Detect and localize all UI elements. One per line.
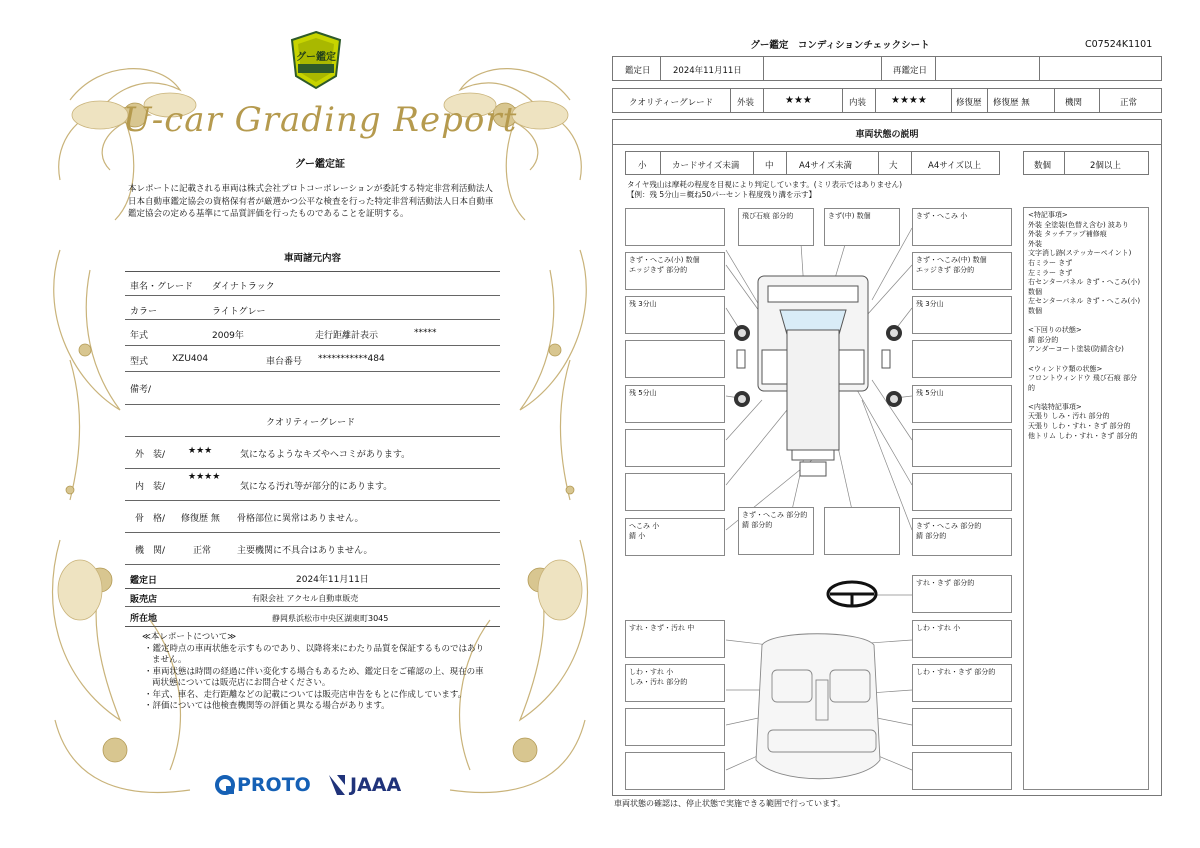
address-value: 静岡県浜松市中央区湖東町3045	[272, 614, 389, 623]
count-value: 2個以上	[1090, 161, 1121, 171]
notes-line: <特記事項>	[1028, 211, 1068, 219]
note-item: ・年式、車名、走行距離などの記載については販売店申告をもとに作成しています。	[144, 689, 467, 700]
spec-title: 車両諸元内容	[283, 253, 341, 264]
mileage-value: *****	[414, 328, 437, 338]
damage-box	[625, 340, 725, 378]
interior-box: しわ・すれ・きず 部分的	[912, 664, 1012, 702]
repair-label: 修復歴	[956, 98, 982, 108]
damage-box: きず・へこみ 部分的 錆 部分的	[738, 507, 814, 555]
engine-value: 正常	[193, 546, 212, 556]
legend-small: 小	[638, 161, 647, 171]
header-date-row	[612, 56, 1162, 81]
notes-line: <ウィンドウ類の状態>	[1028, 364, 1103, 373]
model-label: 型式	[130, 357, 149, 367]
certificate-heading: グー鑑定証	[295, 159, 345, 170]
frame-desc: 骨格部位に異常はありません。	[237, 514, 364, 524]
address-label: 所在地	[130, 614, 158, 624]
damage-box	[625, 473, 725, 511]
damage-box	[912, 473, 1012, 511]
notes-line: 右センターパネル きず・へこみ(小) 数個	[1028, 278, 1141, 296]
notes-line: <内装特記事項>	[1028, 402, 1082, 411]
proto-mark-icon	[214, 774, 236, 796]
quality-label: クオリティーグレード	[629, 98, 714, 108]
ext-value: ★★★	[785, 95, 812, 106]
color-value: ライトグレー	[212, 307, 266, 317]
interior-label: 内 装/	[135, 482, 166, 492]
tire-example: 【例：残 5分山＝概ね50パーセント程度残り溝を示す】	[627, 190, 817, 199]
interior-box: しわ・すれ 小 しみ・汚れ 部分的	[625, 664, 725, 702]
notes-line: 他トリム しわ・すれ・きず 部分的	[1028, 431, 1138, 440]
legend-mid-desc: A4サイズ未満	[799, 161, 853, 171]
header-quality-row	[612, 88, 1162, 113]
name-value: ダイナトラック	[212, 282, 275, 292]
notes-line: 錆 部分的	[1028, 335, 1059, 344]
frame-label: 骨 格/	[135, 514, 166, 524]
tire-box: 残 3分山	[625, 296, 725, 334]
year-value: 2009年	[212, 331, 244, 341]
engine-label: 機関	[1065, 98, 1083, 108]
notes-line: 左ミラー きず	[1028, 268, 1073, 277]
damage-box	[625, 208, 725, 246]
damage-box: きず・へこみ(中) 数個 エッジきず 部分的	[912, 252, 1012, 290]
ext-label: 外装	[737, 98, 755, 108]
year-label: 年式	[130, 331, 149, 341]
jaaa-logo: JAAA	[327, 772, 401, 798]
tire-box: 残 5分山	[625, 385, 725, 423]
interior-box: しわ・すれ 小	[912, 620, 1012, 658]
legend-large: 大	[889, 161, 898, 171]
date-label: 鑑定日	[625, 66, 651, 76]
interior-box	[912, 752, 1012, 790]
sheet-title: グー鑑定 コンディションチェックシート	[750, 40, 930, 51]
mileage-label: 走行距離計表示	[315, 331, 379, 341]
notes-line: 外装 全塗装(色替え含む) 波あり	[1028, 220, 1129, 229]
size-legend	[625, 151, 1000, 175]
damage-box: きず(中) 数個	[824, 208, 900, 246]
note-item: ・車両状態は時間の経過に伴い変化する場合もあるため、鑑定日をご確認の上、現在の車両状態については販売店にお問合せください。	[144, 666, 484, 688]
notes-line: 外装	[1028, 239, 1042, 248]
sheet-footer: 車両状態の確認は、停止状態で実施できる範囲で行っています。	[614, 799, 846, 808]
damage-box: きず・へこみ 小	[912, 208, 1012, 246]
notes-title: ≪本レポートについて≫	[142, 632, 237, 642]
goo-badge	[288, 30, 344, 90]
notes-line: 外装 タッチアップ補修痕	[1028, 230, 1107, 239]
model-value: XZU404	[172, 354, 209, 364]
date-value: 2024年11月11日	[673, 66, 742, 76]
count-legend	[1023, 151, 1149, 175]
sheet-doc-id: C07524K1101	[1085, 39, 1153, 50]
frame-value: 修復歴 無	[181, 514, 220, 524]
engine-label: 機 関/	[135, 546, 166, 556]
notes-line	[1028, 355, 1144, 365]
color-label: カラー	[130, 307, 158, 317]
damage-box	[625, 429, 725, 467]
reinspect-label: 再鑑定日	[893, 66, 928, 76]
repair-value: 修復歴 無	[993, 98, 1030, 108]
interior-box	[625, 752, 725, 790]
notes-line: アンダーコート塗装(防錆含む)	[1028, 345, 1124, 354]
badge-label: グー鑑定	[296, 52, 336, 63]
damage-box	[912, 340, 1012, 378]
dealer-label: 販売店	[130, 595, 158, 605]
notes-line: 天張り しわ・すれ・きず 部分的	[1028, 422, 1131, 431]
exterior-desc: 気になるようなキズやヘコミがあります。	[240, 450, 411, 460]
int-label: 内装	[849, 98, 867, 108]
quality-title: クオリティーグレード	[266, 418, 356, 428]
notes-line: フロントウィンドウ 飛び石痕 部分的	[1028, 374, 1138, 392]
note-item: ・鑑定時点の車両状態を示すものであり、以降将来にわたり品質を保証するものではありません。	[144, 643, 485, 665]
proto-logo: PROTO	[214, 772, 311, 798]
tire-note: タイヤ残山は摩耗の程度を目視により判定しています。(ミリ表示ではありません)	[627, 180, 903, 189]
notes-line: 文字消し跡(ステッカーペイント)	[1028, 249, 1132, 258]
interior-box	[912, 708, 1012, 746]
report-notes	[142, 632, 487, 713]
damage-box: 飛び石痕 部分的	[738, 208, 814, 246]
steering-wheel-icon	[828, 582, 876, 606]
legend-small-desc: カードサイズ未満	[672, 161, 740, 171]
chassis-label: 車台番号	[266, 357, 303, 367]
damage-box: きず・へこみ 部分的 錆 部分的	[912, 518, 1012, 556]
damage-box: へこみ 小 錆 小	[625, 518, 725, 556]
special-notes-panel	[1023, 207, 1149, 790]
exterior-label: 外 装/	[135, 450, 166, 460]
interior-stars: ★★★★	[188, 472, 221, 482]
jaaa-mark-icon	[327, 773, 347, 797]
exterior-stars: ★★★	[188, 446, 213, 456]
certificate-intro: 本レポートに記載される車両は株式会社プロトコーポレーションが委託する特定非営利活動法人日本自動車鑑定協会の資格保有者が厳選かつ公平な検査を行った特定非営利活動法人日本自動車鑑定協会の定める基準にて品質評価を行ったものであることを証明する。	[128, 184, 494, 219]
engine-value: 正常	[1120, 98, 1138, 108]
name-label: 車名・グレード	[130, 282, 194, 292]
interior-box	[625, 708, 725, 746]
int-value: ★★★★	[891, 95, 927, 106]
count-label: 数個	[1034, 161, 1052, 171]
damage-box: きず・へこみ(小) 数個 エッジきず 部分的	[625, 252, 725, 290]
damage-box	[912, 429, 1012, 467]
notes-line	[1028, 393, 1144, 403]
chassis-value: ***********484	[318, 354, 385, 364]
notes-line: 左センターパネル きず・へこみ(小) 数個	[1028, 297, 1141, 315]
legend-mid: 中	[765, 161, 774, 171]
notes-line: <下回りの状態>	[1028, 326, 1082, 335]
note-item: ・評価については他検査機関等の評価と異なる場合があります。	[144, 701, 390, 711]
engine-desc: 主要機関に不具合はありません。	[237, 546, 373, 556]
notes-line: 天張り しみ・汚れ 部分的	[1028, 412, 1110, 421]
interior-box: すれ・きず・汚れ 中	[625, 620, 725, 658]
notes-line	[1028, 317, 1144, 327]
legend-large-desc: A4サイズ以上	[928, 161, 982, 171]
date-value: 2024年11月11日	[296, 575, 369, 585]
dealer-value: 有限会社 アクセル自動車販売	[252, 594, 359, 603]
date-label: 鑑定日	[130, 576, 158, 586]
damage-box	[824, 507, 900, 555]
status-title: 車両状態の説明	[855, 130, 919, 140]
interior-desc: 気になる汚れ等が部分的にあります。	[240, 482, 393, 492]
script-title: U-car Grading Report	[122, 100, 518, 140]
interior-box: すれ・きず 部分的	[912, 575, 1012, 613]
tire-box: 残 3分山	[912, 296, 1012, 334]
tire-box: 残 5分山	[912, 385, 1012, 423]
remarks-label: 備考/	[130, 385, 152, 395]
notes-line: 右ミラー きず	[1028, 258, 1073, 267]
